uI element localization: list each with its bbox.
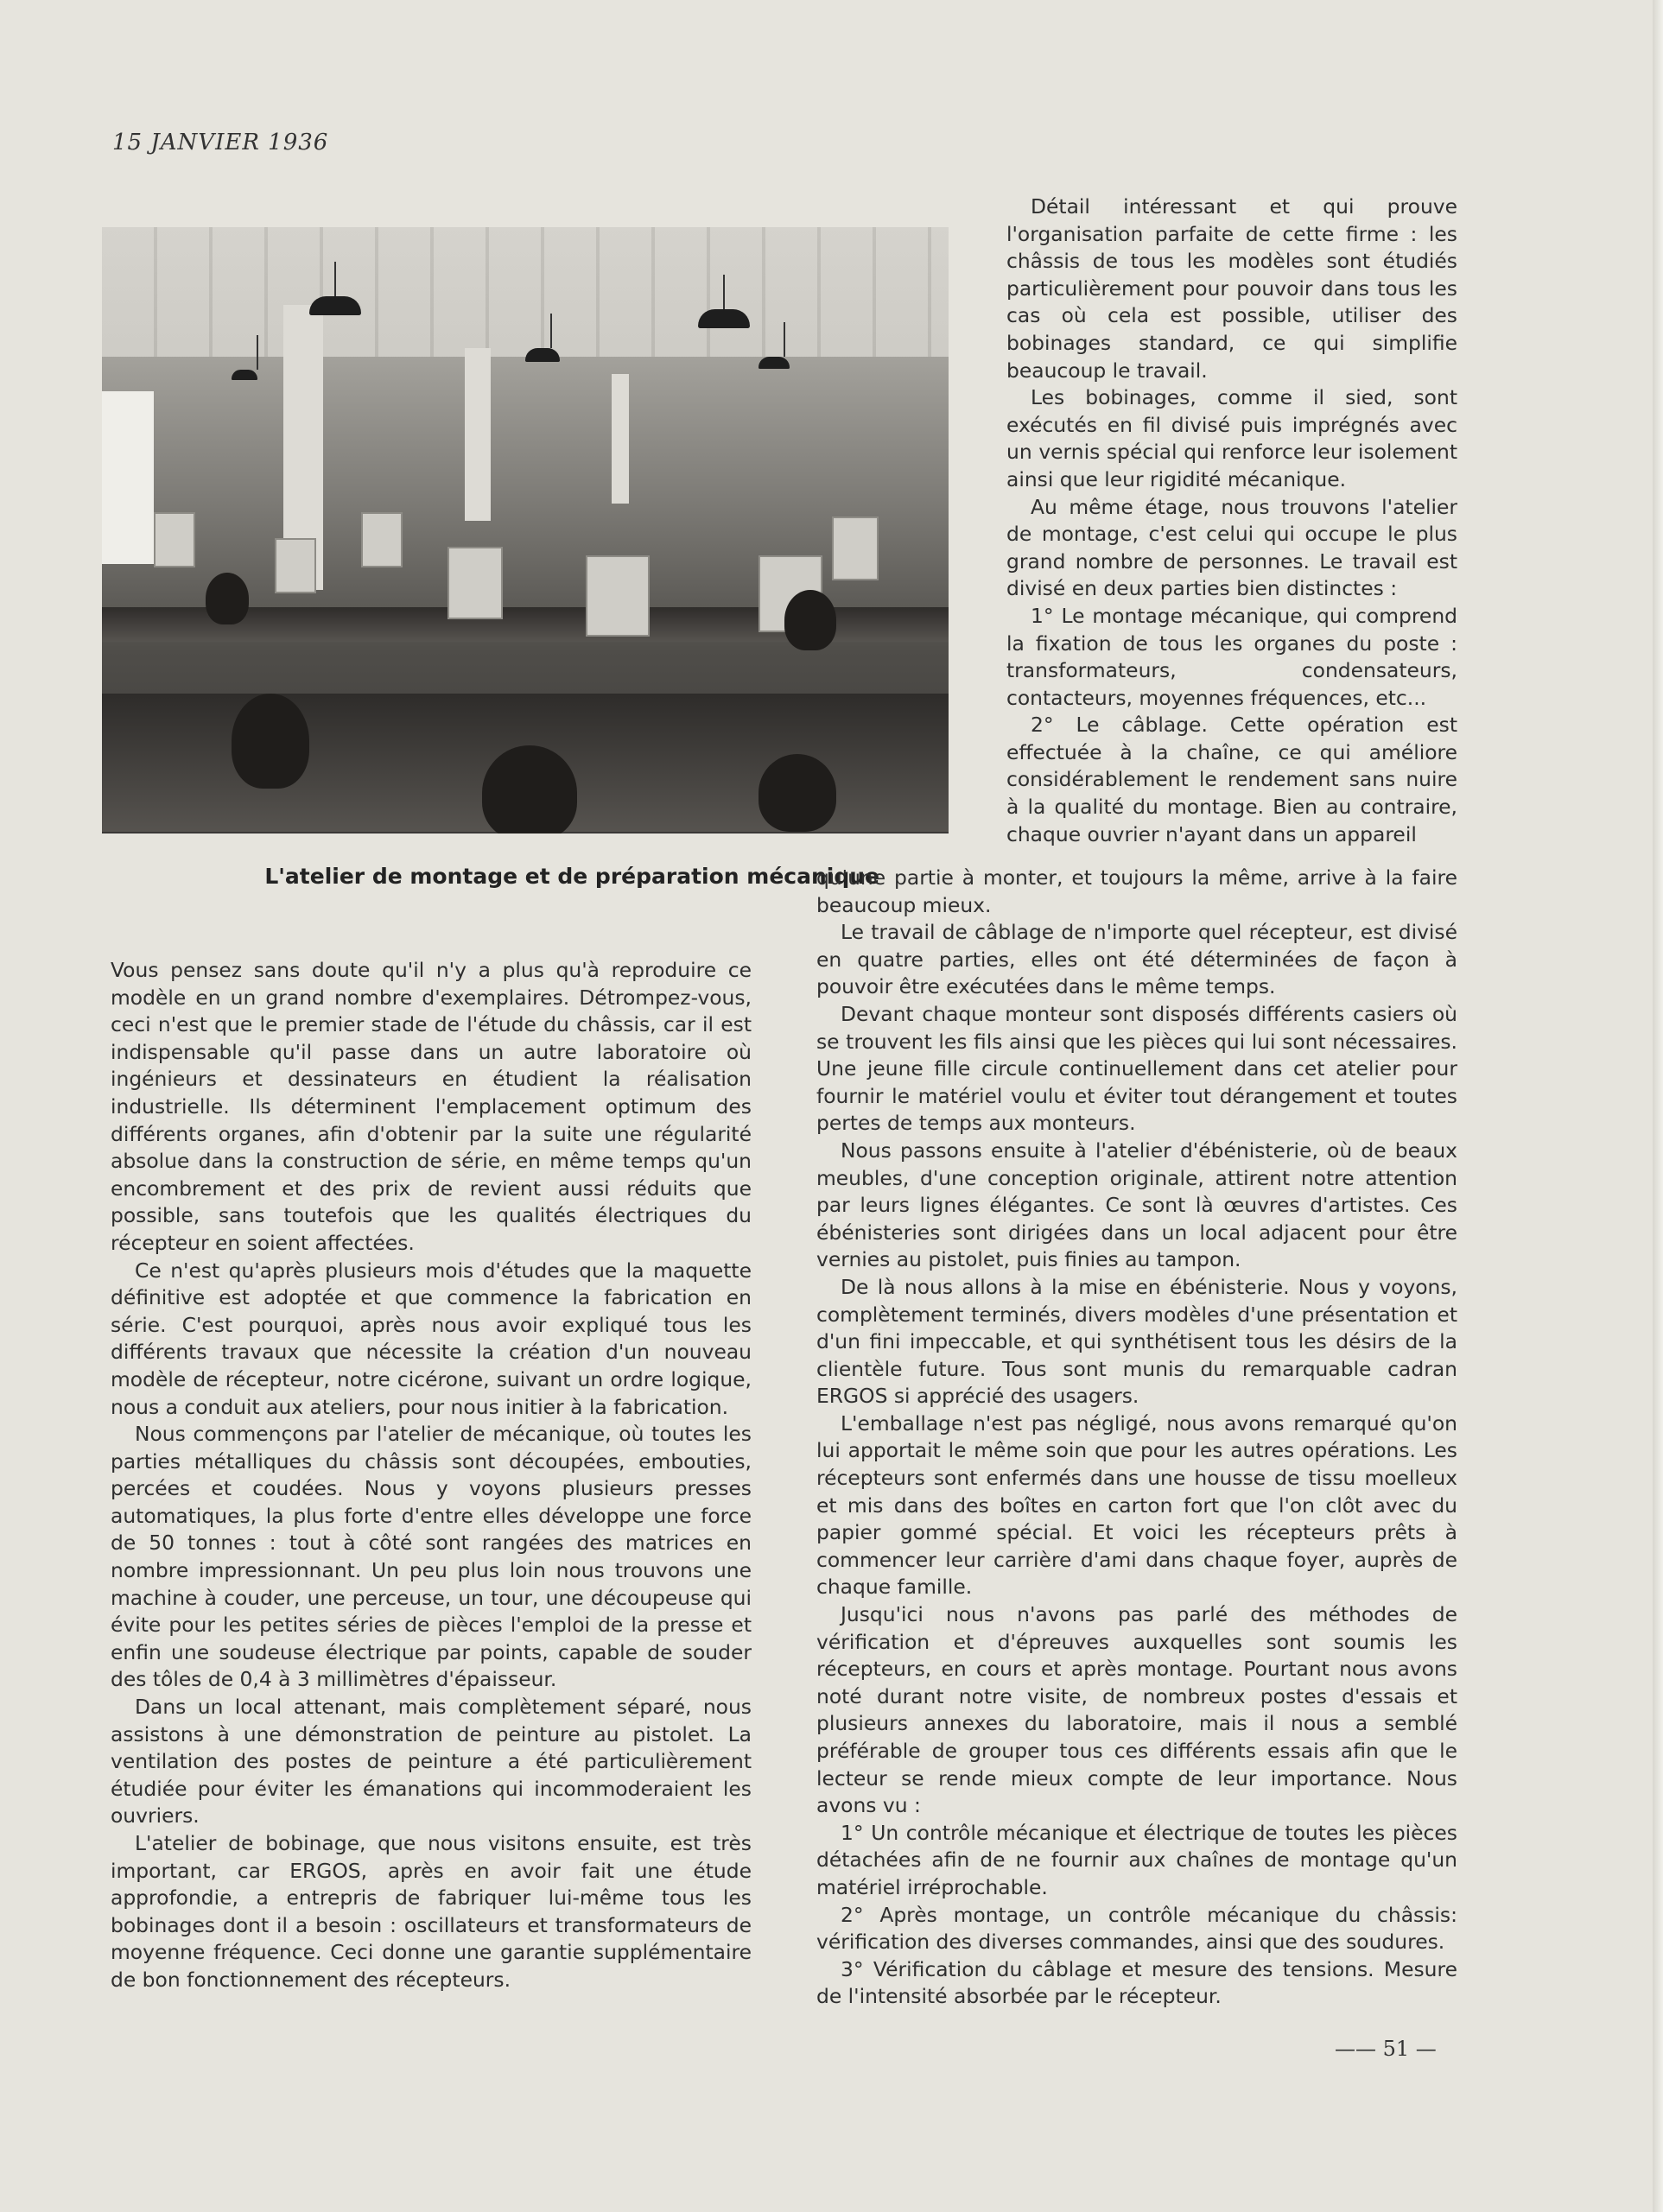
paragraph: Les bobinages, comme il sied, sont exécutés en fil divisé puis imprégnés avec un vernis spécial qui renforce leur isolement ainsi que leur rigidité mécanique. xyxy=(1006,385,1457,491)
paragraph: 2° Après montage, un contrôle mécanique du châssis: vérification des diverses commandes, ainsi que des soudures. xyxy=(816,1902,1457,1955)
paragraph: 2° Le câblage. Cette opération est effectuée à la chaîne, ce qui améliore considérablement le rendement sans nuire à la qualité du montage. Bien au contraire, chaque ouvrier n'ayant dans un appareil xyxy=(1006,713,1457,846)
paragraph: 3° Vérification du câblage et mesure des tensions. Mesure de l'intensité absorbée par le récepteur. xyxy=(816,1956,1457,2009)
ceiling-lamp xyxy=(309,296,361,315)
radio-chassis xyxy=(832,517,879,580)
photo-caption: L'atelier de montage et de préparation mécanique xyxy=(264,864,879,889)
ceiling-lamp xyxy=(698,309,750,328)
radio-chassis xyxy=(275,538,316,593)
left-column xyxy=(111,957,752,1994)
ceiling-lamp xyxy=(525,348,560,362)
worker-figure xyxy=(206,573,249,624)
worker-figure xyxy=(482,745,577,833)
paragraph: Au même étage, nous trouvons l'atelier de montage, c'est celui qui occupe le plus grand nombre de personnes. Le travail est divisé en deux parties bien distinctes : xyxy=(1006,494,1457,601)
right-column-top xyxy=(1006,193,1457,848)
paragraph: De là nous allons à la mise en ébénisterie. Nous y voyons, complètement terminés, divers modèles d'une présentation et d'un fini impeccable, et qui synthétisent tous les désirs de la clientèle future. Tous sont munis du remarquable cadran ERGOS si apprécié des usagers. xyxy=(816,1274,1457,1409)
paragraph: Le travail de câblage de n'importe quel récepteur, est divisé en quatre parties, elles ont été déterminées de façon à pouvoir être exécutées dans le même temps. xyxy=(816,920,1457,999)
radio-chassis xyxy=(586,555,650,637)
radio-chassis xyxy=(361,512,403,567)
photo-pillar xyxy=(612,374,629,504)
workshop-photo xyxy=(102,227,949,833)
worker-figure xyxy=(759,754,836,832)
paragraph: Jusqu'ici nous n'avons pas parlé des méthodes de vérification et d'épreuves auxquelles sont soumis les récepteurs, en cours et après montage. Pourtant nous avons noté durant notre visite, de nombreux postes d'essais et plusieurs annexes du laboratoire, mais il nous a semblé préférable de grouper tous ces différents essais afin que le lecteur se rende mieux compte de leur importance. Nous avons vu : xyxy=(816,1602,1457,1818)
worker-figure xyxy=(232,694,309,789)
radio-chassis xyxy=(447,547,503,619)
ceiling-lamp xyxy=(759,357,790,369)
photo-pillar xyxy=(465,348,491,521)
page-edge xyxy=(1653,0,1663,2212)
paragraph: Nous commençons par l'atelier de mécanique, où toutes les parties métalliques du châssis sont découpées, embouties, percées et coudées. Nous y voyons plusieurs presses automatiques, la plus forte d'entre elles développe une force de 50 tonnes : tout à côté sont rangées des matrices en nombre impressionnant. Un peu plus loin nous trouvons une machine à couder, une perceuse, un tour, une découpeuse qui évite pour les petites séries de pièces l'emploi de la presse et enfin une soudeuse électrique par points, capable de souder des tôles de 0,4 à 3 millimètres d'épaisseur. xyxy=(111,1422,752,1692)
ceiling-lamp xyxy=(232,370,257,380)
issue-date: 15 JANVIER 1936 xyxy=(112,130,329,155)
paragraph: Ce n'est qu'après plusieurs mois d'études que la maquette définitive est adoptée et que commence la fabrication en série. C'est pourquoi, après nous avoir expliqué tous les différents travaux que nécessite la création d'un nouveau modèle de récepteur, notre cicérone, suivant un ordre logique, nous a conduit aux ateliers, pour nous initier à la fabrication. xyxy=(111,1258,752,1419)
paragraph: 1° Un contrôle mécanique et électrique de toutes les pièces détachées afin de ne fournir aux chaînes de montage qu'un matériel irréprochable. xyxy=(816,1820,1457,1899)
paragraph: L'atelier de bobinage, que nous visitons ensuite, est très important, car ERGOS, après en avoir fait une étude approfondie, a entrepris de fabriquer lui-même tous les bobinages dont il a besoin : oscillateurs et transformateurs de moyenne fréquence. Ceci donne une garantie supplémentaire de bon fonctionnement des récepteurs. xyxy=(111,1831,752,1992)
radio-chassis xyxy=(154,512,195,567)
photo-ceiling xyxy=(102,227,949,357)
paragraph: 1° Le montage mécanique, qui comprend la fixation de tous les organes du poste : transformateurs, condensateurs, contacteurs, moyennes fréquences, etc... xyxy=(1006,603,1457,710)
paragraph-continuation: qu'une partie à monter, et toujours la même, arrive à la faire beaucoup mieux. xyxy=(816,865,1457,917)
paragraph: L'emballage n'est pas négligé, nous avons remarqué qu'on lui apportait le même soin que pour les autres opérations. Les récepteurs sont enfermés dans une housse de tissu moelleux et mis dans des boîtes en carton fort que l'on clôt avec du papier gommé spécial. Et voici les récepteurs prêts à commencer leur carrière d'ami dans chaque foyer, auprès de chaque famille. xyxy=(816,1410,1457,1600)
right-column xyxy=(816,865,1457,2011)
paragraph: Dans un local attenant, mais complètement séparé, nous assistons à une démonstration de peinture au pistolet. La ventilation des postes de peinture a été particulièrement étudiée pour éviter les émanations qui incommoderaient les ouvriers. xyxy=(111,1695,752,1829)
paragraph: Vous pensez sans doute qu'il n'y a plus qu'à reproduire ce modèle en un grand nombre d'exemplaires. Détrompez-vous, ceci n'est que le premier stade de l'étude du châssis, car il est indispensable qu'il passe dans un autre laboratoire où ingénieurs et dessinateurs en étudient la réalisation industrielle. Ils déterminent l'emplacement optimum des différents organes, afin d'obtenir par la suite une régularité absolue dans la construction de série, en même temps qu'un encombrement et des prix de revient aussi réduits que possible, sans toutefois que les qualités électriques du récepteur en soient affectées. xyxy=(111,958,752,1255)
paragraph: Devant chaque monteur sont disposés différents casiers où se trouvent les fils ainsi que les pièces qui lui sont nécessaires. Une jeune fille circule continuellement dans cet atelier pour fournir le matériel voulu et éviter tout dérangement et toutes pertes de temps aux monteurs. xyxy=(816,1001,1457,1136)
page-number: —— 51 — xyxy=(1335,2037,1437,2061)
paragraph: Nous passons ensuite à l'atelier d'ébénisterie, où de beaux meubles, d'une conception originale, attirent notre attention par leurs lignes élégantes. Ce sont là œuvres d'artistes. Ces ébénisteries sont dirigées dans un local adjacent pour être vernies au pistolet, puis finies au tampon. xyxy=(816,1138,1457,1272)
worker-figure xyxy=(784,590,836,650)
paragraph: Détail intéressant et qui prouve l'organisation parfaite de cette firme : les châssis de tous les modèles sont étudiés particulièrement pour pouvoir dans tous les cas où cela est possible, utiliser des bobinages standard, ce qui simplifie beaucoup le travail. xyxy=(1006,194,1457,383)
photo-pillar xyxy=(102,391,154,564)
